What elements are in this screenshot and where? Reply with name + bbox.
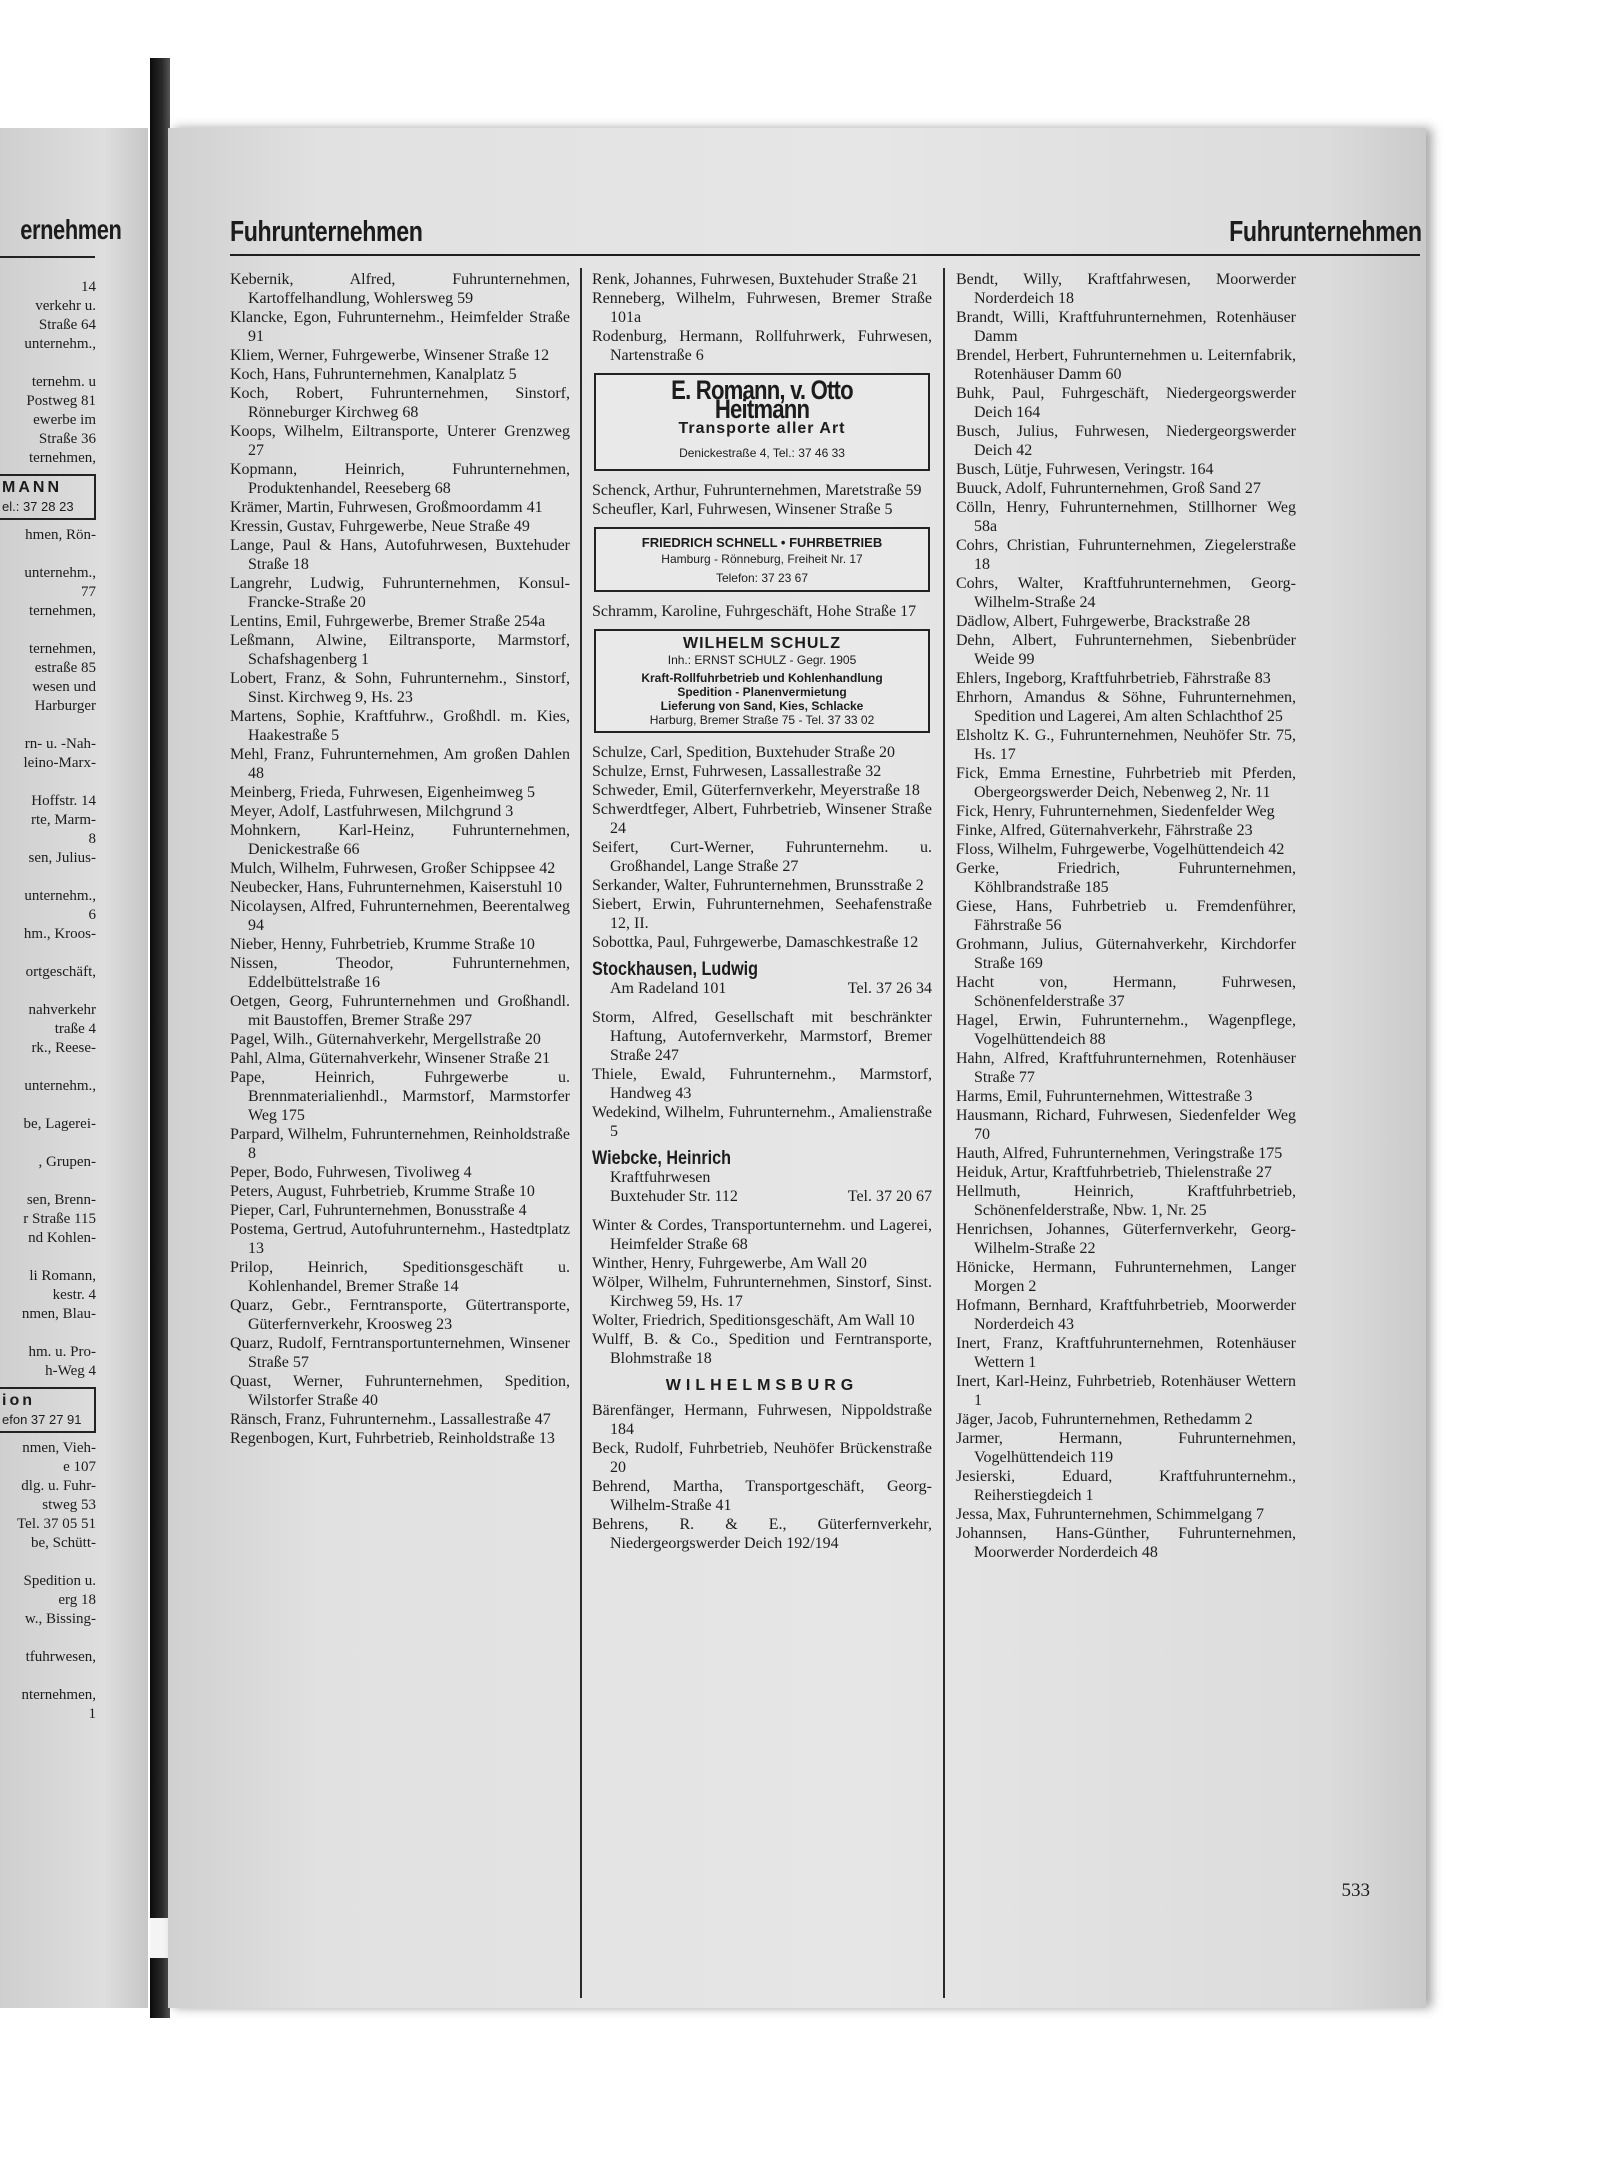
- directory-entry: Inert, Karl-Heinz, Fuhrbetrieb, Rotenhäuser Wettern 1: [956, 1373, 1296, 1409]
- directory-entry: Dädlow, Albert, Fuhrgewerbe, Brackstraße 28: [956, 613, 1251, 630]
- left-page-ad-box-1: [0, 474, 96, 520]
- left-page-line: ternehmen,: [28, 641, 96, 657]
- left-page-line: Hoffstr. 14: [31, 793, 96, 809]
- left-page-line: Spedition u.: [23, 1573, 96, 1589]
- featured-wiebcke-name: Wiebcke, Heinrich: [592, 1148, 731, 1169]
- left-page-line: ewerbe im: [33, 412, 96, 428]
- left-page-line: unternehm.,: [24, 336, 96, 352]
- directory-entry: Beck, Rudolf, Fuhrbetrieb, Neuhöfer Brückenstraße 20: [592, 1440, 932, 1476]
- directory-entry: Cölln, Henry, Fuhrunternehmen, Stillhorner Weg 58a: [956, 499, 1296, 535]
- left-page-text: [0, 278, 96, 1724]
- left-page-line: [0, 1172, 96, 1191]
- ad-schnell-phone: Telefon: 37 23 67: [715, 571, 809, 585]
- directory-entry: Oetgen, Georg, Fuhrunternehmen und Großhandl. mit Baustoffen, Bremer Straße 297: [230, 993, 570, 1029]
- directory-entry: Jessa, Max, Fuhrunternehmen, Schimmelgang 7: [956, 1506, 1264, 1523]
- left-page-rule: [0, 256, 95, 258]
- featured-entry-wiebcke: [592, 1149, 932, 1206]
- left-page-line: h-Weg 4: [45, 1363, 96, 1379]
- left-page-line: [0, 1096, 96, 1115]
- ad-schulz-address: Harburg, Bremer Straße 75 - Tel. 37 33 02: [649, 713, 875, 727]
- directory-entry: Gerke, Friedrich, Fuhrunternehmen, Köhlbrandstraße 185: [956, 860, 1296, 896]
- directory-entry: Buhk, Paul, Fuhrgeschäft, Niedergeorgswerder Deich 164: [956, 385, 1296, 421]
- directory-entry: Jäger, Jacob, Fuhrunternehmen, Rethedamm 2: [956, 1411, 1253, 1428]
- directory-entry: Leßmann, Alwine, Eiltransporte, Marmstorf, Schafshagenberg 1: [230, 632, 570, 668]
- directory-entry: Finke, Alfred, Güternahverkehr, Fährstraße 23: [956, 822, 1253, 839]
- ad-schulz-line1: Kraft-Rollfuhrbetrieb und Kohlenhandlung: [641, 671, 883, 685]
- left-page-line: rn- u. -Nah-: [24, 736, 96, 752]
- left-page-line: Harburger: [34, 698, 96, 714]
- directory-entry: Quarz, Rudolf, Ferntransportunternehmen, Winsener Straße 57: [230, 1335, 570, 1371]
- left-page-fragment: [0, 128, 148, 2008]
- directory-entry: Wedekind, Wilhelm, Fuhrunternehm., Amalienstraße 5: [592, 1104, 932, 1140]
- directory-entry: Klancke, Egon, Fuhrunternehm., Heimfelder Straße 91: [230, 309, 570, 345]
- directory-entry: Behrens, R. & E., Güterfernverkehr, Niedergeorgswerder Deich 192/194: [592, 1516, 932, 1552]
- directory-entry: Mohnkern, Karl-Heinz, Fuhrunternehmen, Denickestraße 66: [230, 822, 570, 858]
- column-2-entries-c: [592, 602, 932, 621]
- featured-wiebcke-phone: Tel. 37 20 67: [847, 1188, 932, 1205]
- column-2: [592, 270, 932, 1553]
- left-page-line: unternehm.,: [24, 565, 96, 581]
- directory-entry: Schulze, Ernst, Fuhrwesen, Lassallestraße 32: [592, 763, 882, 780]
- directory-entry: Koch, Hans, Fuhrunternehmen, Kanalplatz 5: [230, 366, 517, 383]
- directory-entry: Koch, Robert, Fuhrunternehmen, Sinstorf, Rönneburger Kirchweg 68: [230, 385, 570, 421]
- left-page-line: [0, 1629, 96, 1648]
- left-page-line: [0, 982, 96, 1001]
- directory-entry: Quast, Werner, Fuhrunternehmen, Spedition, Wilstorfer Straße 40: [230, 1373, 570, 1409]
- left-page-lines-1: [0, 278, 96, 468]
- column-2-entries-f: [592, 1216, 932, 1368]
- left-page-line: be, Schütt-: [31, 1535, 96, 1551]
- left-page-line: Straße 64: [38, 317, 96, 333]
- directory-entry: Martens, Sophie, Kraftfuhrw., Großhdl. m. Kies, Haakestraße 5: [230, 708, 570, 744]
- directory-entry: Meinberg, Frieda, Fuhrwesen, Eigenheimweg 5: [230, 784, 535, 801]
- directory-entry: Jesierski, Eduard, Kraftfuhrunternehm., Reiherstiegdeich 1: [956, 1468, 1296, 1504]
- ad-schulz-owner: Inh.: ERNST SCHULZ - Gegr. 1905: [667, 653, 857, 667]
- left-page-line: unternehm.,: [24, 888, 96, 904]
- left-page-line: e 107: [63, 1459, 96, 1475]
- ad-romann-address: Denickestraße 4, Tel.: 37 46 33: [679, 446, 845, 460]
- directory-entry: Kressin, Gustav, Fuhrgewerbe, Neue Straße 49: [230, 518, 530, 535]
- column-2-entries-d: [592, 743, 932, 952]
- directory-entry: Inert, Franz, Kraftfuhrunternehmen, Rotenhäuser Wettern 1: [956, 1335, 1296, 1371]
- left-ad-2-name: ion: [2, 1392, 35, 1409]
- column-divider-2: [943, 268, 945, 1998]
- directory-entry: Wulff, B. & Co., Spedition und Ferntransporte, Blohmstraße 18: [592, 1331, 932, 1367]
- column-3: [956, 270, 1296, 1562]
- ad-schnell-name: FRIEDRICH SCHNELL • FUHRBETRIEB: [641, 535, 883, 550]
- ad-schnell: [594, 527, 930, 592]
- directory-entry: Lentins, Emil, Fuhrgewerbe, Bremer Straße 254a: [230, 613, 546, 630]
- directory-entry: Meyer, Adolf, Lastfuhrwesen, Milchgrund 3: [230, 803, 514, 820]
- left-page-line: li Romann,: [29, 1268, 96, 1284]
- directory-entry: Regenbogen, Kurt, Fuhrbetrieb, Reinholdstraße 13: [230, 1430, 555, 1447]
- page-number: 533: [1341, 1880, 1370, 1901]
- directory-entry: Behrend, Martha, Transportgeschäft, Georg-Wilhelm-Straße 41: [592, 1478, 932, 1514]
- directory-entry: Storm, Alfred, Gesellschaft mit beschränkter Haftung, Autofernverkehr, Marmstorf, Bremer Straße 247: [592, 1009, 932, 1064]
- left-page-line: sen, Julius-: [28, 850, 96, 866]
- directory-entry: Harms, Emil, Fuhrunternehmen, Wittestraße 3: [956, 1088, 1253, 1105]
- directory-entry: Hofmann, Bernhard, Kraftfuhrbetrieb, Moorwerder Norderdeich 43: [956, 1297, 1296, 1333]
- ad-schulz-line2: Spedition - Planenvermietung: [677, 685, 847, 699]
- left-ad-1-name: MANN: [2, 479, 62, 496]
- left-page-line: rk., Reese-: [31, 1040, 96, 1056]
- directory-entry: Elsholtz K. G., Fuhrunternehmen, Neuhöfer Str. 75, Hs. 17: [956, 727, 1296, 763]
- directory-entry: Lobert, Franz, & Sohn, Fuhrunternehm., Sinstorf, Sinst. Kirchweg 9, Hs. 23: [230, 670, 570, 706]
- directory-entry: Peters, August, Fuhrbetrieb, Krumme Straße 10: [230, 1183, 535, 1200]
- directory-entry: Heiduk, Artur, Kraftfuhrbetrieb, Thielenstraße 27: [956, 1164, 1272, 1181]
- left-page-line: nmen, Blau-: [21, 1306, 96, 1322]
- left-page-line: [0, 773, 96, 792]
- directory-entry: Henrichsen, Johannes, Güterfernverkehr, Georg-Wilhelm-Straße 22: [956, 1221, 1296, 1257]
- left-page-line: Tel. 37 05 51: [17, 1516, 96, 1532]
- left-page-line: rte, Marm-: [31, 812, 96, 828]
- left-page-line: [0, 868, 96, 887]
- directory-entry: Grohmann, Julius, Güternahverkehr, Kirchdorfer Straße 169: [956, 936, 1296, 972]
- directory-entry: Ehlers, Ingeborg, Kraftfuhrbetrieb, Fährstraße 83: [956, 670, 1271, 687]
- left-page-line: stweg 53: [42, 1497, 96, 1513]
- left-page-line: [0, 1324, 96, 1343]
- left-page-line: be, Lagerei-: [23, 1116, 96, 1132]
- directory-entry: Peper, Bodo, Fuhrwesen, Tivoliweg 4: [230, 1164, 472, 1181]
- directory-entry: Koops, Wilhelm, Eiltransporte, Unterer Grenzweg 27: [230, 423, 570, 459]
- directory-page: [168, 128, 1426, 2008]
- directory-entry: Buuck, Adolf, Fuhrunternehmen, Groß Sand 27: [956, 480, 1261, 497]
- directory-entry: Kliem, Werner, Fuhrgewerbe, Winsener Straße 12: [230, 347, 550, 364]
- featured-stockhausen-name: Stockhausen, Ludwig: [592, 959, 759, 980]
- left-page-heading: ernehmen: [20, 214, 122, 245]
- left-page-line: w., Bissing-: [24, 1611, 96, 1627]
- directory-entry: Ehrhorn, Amandus & Söhne, Fuhrunternehmen, Spedition und Lagerei, Am alten Schlachthof 25: [956, 689, 1296, 725]
- directory-entry: Floss, Wilhelm, Fuhrgewerbe, Vogelhüttendeich 42: [956, 841, 1285, 858]
- directory-entry: Jarmer, Hermann, Fuhrunternehmen, Vogelhüttendeich 119: [956, 1430, 1296, 1466]
- ad-schulz: [594, 629, 930, 733]
- column-2-entries-b: [592, 481, 932, 519]
- left-page-line: unternehm.,: [24, 1078, 96, 1094]
- left-page-line: 77: [81, 584, 96, 600]
- directory-entry: Sobottka, Paul, Fuhrgewerbe, Damaschkestraße 12: [592, 934, 919, 951]
- directory-entry: Hagel, Erwin, Fuhrunternehm., Wagenpflege, Vogelhüttendeich 88: [956, 1012, 1296, 1048]
- directory-entry: Seifert, Curt-Werner, Fuhrunternehm. u. Großhandel, Lange Straße 27: [592, 839, 932, 875]
- directory-entry: Schweder, Emil, Güterfernverkehr, Meyerstraße 18: [592, 782, 920, 799]
- left-page-line: [0, 621, 96, 640]
- left-page-line: [0, 545, 96, 564]
- left-page-ad-box-2: [0, 1387, 96, 1433]
- directory-entry: Brendel, Herbert, Fuhrunternehmen u. Leiternfabrik, Rotenhäuser Damm 60: [956, 347, 1296, 383]
- directory-entry: Schenck, Arthur, Fuhrunternehmen, Maretstraße 59: [592, 482, 922, 499]
- directory-entry: Hönicke, Hermann, Fuhrunternehmen, Langer Morgen 2: [956, 1259, 1296, 1295]
- left-page-line: nternehmen,: [21, 1687, 96, 1703]
- column-divider-1: [580, 268, 582, 1998]
- directory-entry: Nissen, Theodor, Fuhrunternehmen, Eddelbüttelstraße 16: [230, 955, 570, 991]
- left-page-line: 8: [88, 831, 96, 847]
- left-page-line: [0, 1058, 96, 1077]
- running-head-left: Fuhrunternehmen: [230, 216, 423, 248]
- directory-entry: Prilop, Heinrich, Speditionsgeschäft u. Kohlenhandel, Bremer Straße 14: [230, 1259, 570, 1295]
- directory-entry: Hacht von, Hermann, Fuhrwesen, Schönenfelderstraße 37: [956, 974, 1296, 1010]
- directory-entry: Kebernik, Alfred, Fuhrunternehmen, Kartoffelhandlung, Wohlersweg 59: [230, 271, 570, 307]
- directory-entry: Schwerdtfeger, Albert, Fuhrbetrieb, Winsener Straße 24: [592, 801, 932, 837]
- left-page-line: 14: [81, 279, 96, 295]
- directory-entry: Johannsen, Hans-Günther, Fuhrunternehmen, Moorwerder Norderdeich 48: [956, 1525, 1296, 1561]
- directory-entry: Serkander, Walter, Fuhrunternehmen, Brunsstraße 2: [592, 877, 924, 894]
- ad-schnell-address: Hamburg - Rönneburg, Freiheit Nr. 17: [661, 552, 863, 566]
- left-page-line: [0, 1248, 96, 1267]
- directory-entry: Renk, Johannes, Fuhrwesen, Buxtehuder Straße 21: [592, 271, 919, 288]
- directory-entry: Krämer, Martin, Fuhrwesen, Großmoordamm 41: [230, 499, 543, 516]
- left-page-line: tfuhrwesen,: [25, 1649, 96, 1665]
- left-page-line: estraße 85: [34, 660, 96, 676]
- left-page-line: ternehmen,: [28, 450, 96, 466]
- directory-entry: Hausmann, Richard, Fuhrwesen, Siedenfelder Weg 70: [956, 1107, 1296, 1143]
- left-page-line: ortgeschäft,: [25, 964, 96, 980]
- ad-romann: [594, 373, 930, 471]
- directory-entry: Quarz, Gebr., Ferntransporte, Gütertransporte, Güterfernverkehr, Kroosweg 23: [230, 1297, 570, 1333]
- column-2-entries-g: [592, 1401, 932, 1553]
- directory-entry: Wölper, Wilhelm, Fuhrunternehmen, Sinstorf, Sinst. Kirchweg 59, Hs. 17: [592, 1274, 932, 1310]
- running-head-right: Fuhrunternehmen: [1229, 216, 1422, 248]
- left-page-line: traße 4: [54, 1021, 96, 1037]
- ad-romann-slogan: Transporte aller Art: [678, 420, 846, 437]
- left-page-line: leino-Marx-: [23, 755, 96, 771]
- directory-entry: Cohrs, Christian, Fuhrunternehmen, Ziegelerstraße 18: [956, 537, 1296, 573]
- section-heading-wilhelmsburg: WILHELMSBURG: [665, 1377, 859, 1394]
- left-page-lines-3: [0, 1439, 96, 1724]
- directory-entry: Mehl, Franz, Fuhrunternehmen, Am großen Dahlen 48: [230, 746, 570, 782]
- left-page-line: [0, 1667, 96, 1686]
- directory-entry: Hellmuth, Heinrich, Kraftfuhrbetrieb, Schönenfelderstraße, Nbw. 1, Nr. 25: [956, 1183, 1296, 1219]
- directory-entry: Thiele, Ewald, Fuhrunternehm., Marmstorf, Handweg 43: [592, 1066, 932, 1102]
- directory-entry: Pieper, Carl, Fuhrunternehmen, Bonusstraße 4: [230, 1202, 527, 1219]
- left-page-line: wesen und: [32, 679, 96, 695]
- directory-entry: Busch, Julius, Fuhrwesen, Niedergeorgswerder Deich 42: [956, 423, 1296, 459]
- left-page-line: , Grupen-: [38, 1154, 96, 1170]
- directory-entry: Pahl, Alma, Güternahverkehr, Winsener Straße 21: [230, 1050, 551, 1067]
- directory-entry: Kopmann, Heinrich, Fuhrunternehmen, Produktenhandel, Reeseberg 68: [230, 461, 570, 497]
- left-page-line: [0, 1553, 96, 1572]
- directory-entry: Schulze, Carl, Spedition, Buxtehuder Straße 20: [592, 744, 896, 761]
- left-page-line: hm., Kroos-: [23, 926, 96, 942]
- left-page-line: kestr. 4: [52, 1287, 96, 1303]
- directory-entry: Fick, Henry, Fuhrunternehmen, Siedenfelder Weg: [956, 803, 1275, 820]
- left-page-line: [0, 944, 96, 963]
- directory-entry: Siebert, Erwin, Fuhrunternehmen, Seehafenstraße 12, II.: [592, 896, 932, 932]
- left-page-line: ternehm. u: [31, 374, 96, 390]
- header-rule: [230, 254, 1420, 256]
- column-2-entries-a: [592, 270, 932, 365]
- left-page-line: r Straße 115: [23, 1211, 96, 1227]
- featured-wiebcke-line: Kraftfuhrwesen: [610, 1169, 711, 1186]
- directory-entry: Langrehr, Ludwig, Fuhrunternehmen, Konsul-Francke-Straße 20: [230, 575, 570, 611]
- directory-entry: Hahn, Alfred, Kraftfuhrunternehmen, Rotenhäuser Straße 77: [956, 1050, 1296, 1086]
- directory-entry: Bärenfänger, Hermann, Fuhrwesen, Nippoldstraße 184: [592, 1402, 932, 1438]
- left-page-line: 1: [88, 1706, 96, 1722]
- directory-entry: Winter & Cordes, Transportunternehm. und Lagerei, Heimfelder Straße 68: [592, 1217, 932, 1253]
- featured-entry-stockhausen: [592, 960, 932, 998]
- directory-entry: Fick, Emma Ernestine, Fuhrbetrieb mit Pferden, Obergeorgswerder Deich, Nebenweg 2, Nr. 11: [956, 765, 1296, 801]
- directory-entry: Nieber, Henny, Fuhrbetrieb, Krumme Straße 10: [230, 936, 535, 953]
- directory-entry: Ränsch, Franz, Fuhrunternehm., Lassallestraße 47: [230, 1411, 551, 1428]
- left-ad-2-phone: efon 37 27 91: [2, 1412, 82, 1427]
- directory-entry: Nicolaysen, Alfred, Fuhrunternehmen, Beerentalweg 94: [230, 898, 570, 934]
- book-binding: [150, 58, 170, 2018]
- directory-entry: Scheufler, Karl, Fuhrwesen, Winsener Straße 5: [592, 501, 893, 518]
- directory-entry: Cohrs, Walter, Kraftfuhrunternehmen, Georg-Wilhelm-Straße 24: [956, 575, 1296, 611]
- directory-entry: Wolter, Friedrich, Speditionsgeschäft, Am Wall 10: [592, 1312, 915, 1329]
- left-page-line: 6: [88, 907, 96, 923]
- left-page-line: erg 18: [58, 1592, 96, 1608]
- left-ad-1-phone: el.: 37 28 23: [2, 499, 74, 514]
- directory-entry: Lange, Paul & Hans, Autofuhrwesen, Buxtehuder Straße 18: [230, 537, 570, 573]
- featured-wiebcke-address: Buxtehuder Str. 112: [610, 1188, 738, 1205]
- left-page-line: Straße 36: [38, 431, 96, 447]
- directory-entry: Bendt, Willy, Kraftfahrwesen, Moorwerder Norderdeich 18: [956, 271, 1296, 307]
- ad-schulz-name: WILHELM SCHULZ: [683, 635, 841, 652]
- left-page-line: Postweg 81: [26, 393, 96, 409]
- left-page-line: [0, 1134, 96, 1153]
- directory-entry: Renneberg, Wilhelm, Fuhrwesen, Bremer Straße 101a: [592, 290, 932, 326]
- left-page-line: dlg. u. Fuhr-: [21, 1478, 96, 1494]
- column-1: [230, 270, 570, 1448]
- left-page-line: nd Kohlen-: [28, 1230, 96, 1246]
- left-page-line: [0, 354, 96, 373]
- directory-entry: Brandt, Willi, Kraftfuhrunternehmen, Rotenhäuser Damm: [956, 309, 1296, 345]
- directory-entry: Hauth, Alfred, Fuhrunternehmen, Veringstraße 175: [956, 1145, 1283, 1162]
- left-page-line: [0, 716, 96, 735]
- directory-entry: Giese, Hans, Fuhrbetrieb u. Fremdenführer, Fährstraße 56: [956, 898, 1296, 934]
- directory-entry: Winther, Henry, Fuhrgewerbe, Am Wall 20: [592, 1255, 867, 1272]
- binding-gap: [150, 1918, 170, 1958]
- directory-entry: Rodenburg, Hermann, Rollfuhrwerk, Fuhrwesen, Nartenstraße 6: [592, 328, 932, 364]
- left-page-lines-2: [0, 526, 96, 1381]
- ad-romann-name: E. Romann, v. Otto Heitmann: [671, 375, 853, 424]
- directory-entry: Pagel, Wilh., Güternahverkehr, Mergellstraße 20: [230, 1031, 541, 1048]
- left-page-line: nahverkehr: [28, 1002, 96, 1018]
- column-2-entries-e: [592, 1008, 932, 1141]
- left-page-line: hmen, Rön-: [25, 527, 96, 543]
- left-page-line: ternehmen,: [28, 603, 96, 619]
- featured-stockhausen-phone: Tel. 37 26 34: [847, 980, 932, 997]
- directory-entry: Parpard, Wilhelm, Fuhrunternehmen, Reinholdstraße 8: [230, 1126, 570, 1162]
- directory-entry: Neubecker, Hans, Fuhrunternehmen, Kaiserstuhl 10: [230, 879, 563, 896]
- ad-schulz-line3: Lieferung von Sand, Kies, Schlacke: [660, 699, 864, 713]
- directory-entry: Pape, Heinrich, Fuhrgewerbe u. Brennmaterialienhdl., Marmstorf, Marmstorfer Weg 175: [230, 1069, 570, 1124]
- left-page-line: nmen, Vieh-: [22, 1440, 96, 1456]
- left-page-line: hm. u. Pro-: [28, 1344, 96, 1360]
- directory-entry: Mulch, Wilhelm, Fuhrwesen, Großer Schippsee 42: [230, 860, 556, 877]
- directory-entry: Busch, Lütje, Fuhrwesen, Veringstr. 164: [956, 461, 1214, 478]
- directory-entry: Postema, Gertrud, Autofuhrunternehm., Hastedtplatz 13: [230, 1221, 570, 1257]
- directory-entry: Dehn, Albert, Fuhrunternehmen, Siebenbrüder Weide 99: [956, 632, 1296, 668]
- left-page-line: sen, Brenn-: [26, 1192, 96, 1208]
- directory-entry: Schramm, Karoline, Fuhrgeschäft, Hohe Straße 17: [592, 603, 917, 620]
- featured-stockhausen-address: Am Radeland 101: [610, 980, 727, 997]
- left-page-line: verkehr u.: [35, 298, 96, 314]
